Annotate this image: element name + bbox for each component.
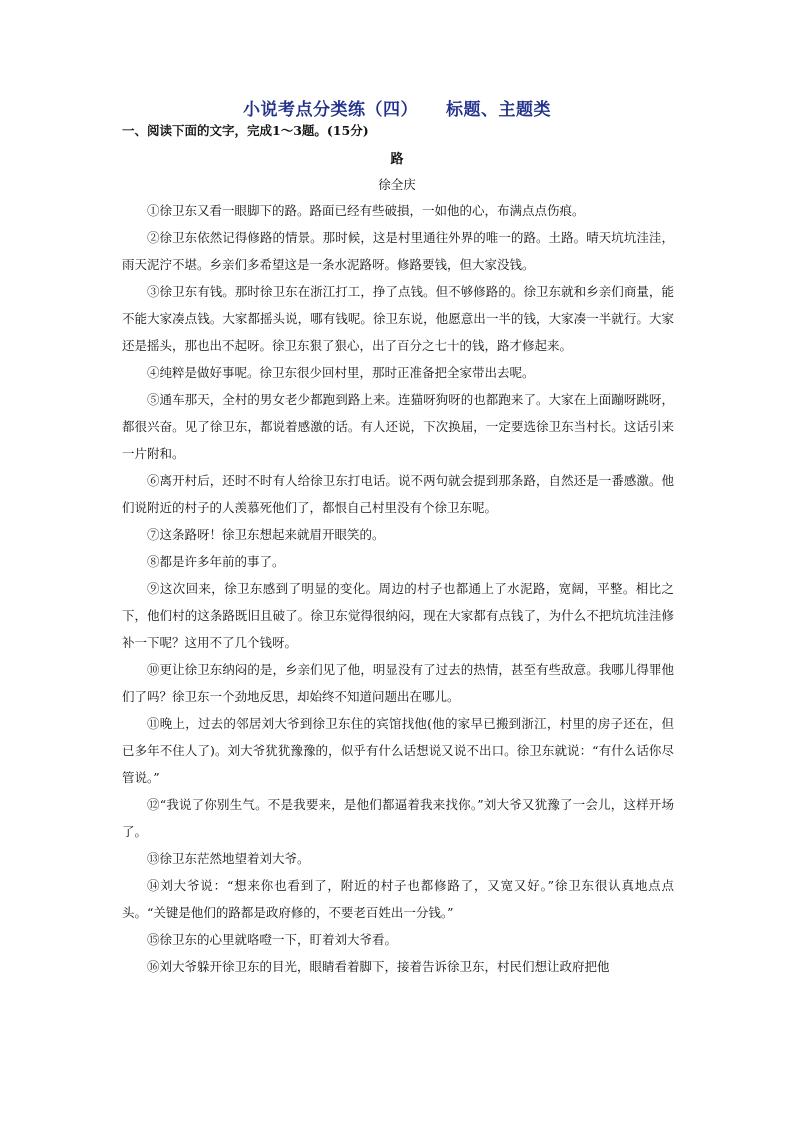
- document-title-sub: 标题、主题类: [446, 100, 551, 120]
- paragraph-2: ②徐卫东依然记得修路的情景。那时候，这是村里通往外界的唯一的路。土路。晴天坑坑洼洼，雨天泥泞不堪。乡亲们多希望这是一条水泥路呀。修路要钱，但大家没钱。: [122, 230, 674, 272]
- paragraph-11: ⑪晚上，过去的邻居刘大爷到徐卫东住的宾馆找他(他的家早已搬到浙江，村里的房子还在，但已多年不住人了)。刘大爷犹犹豫豫的，似乎有什么话想说又说不出口。徐卫东就说：“有什么话你尽管说。”: [122, 716, 674, 785]
- paragraph-9: ⑨这次回来，徐卫东感到了明显的变化。周边的村子也都通上了水泥路，宽阔，平整。相比之下，他们村的这条路既旧且破了。徐卫东觉得很纳闷，现在大家都有点钱了，为什么不把坑坑洼洼修补一下呢？这用不了几个钱呀。: [122, 581, 674, 650]
- paragraph-10: ⑩更让徐卫东纳闷的是，乡亲们见了他，明显没有了过去的热情，甚至有些敌意。我哪儿得罪他们了吗？徐卫东一个劲地反思，却始终不知道问题出在哪儿。: [122, 662, 674, 704]
- paragraph-7: ⑦这条路呀！徐卫东想起来就眉开眼笑的。: [147, 527, 385, 542]
- paragraph-16: ⑯刘大爷躲开徐卫东的目光，眼睛看着脚下，接着告诉徐卫东，村民们想让政府把他: [147, 959, 610, 974]
- paragraph-5: ⑤通车那天，全村的男女老少都跑到路上来。连猫呀狗呀的也都跑来了。大家在上面蹦呀跳呀，都很兴奋。见了徐卫东，都说着感激的话。有人还说，下次换届，一定要选徐卫东当村长。这话引来一片附和。: [122, 392, 674, 461]
- paragraph-13: ⑬徐卫东茫然地望着刘大爷。: [147, 851, 310, 866]
- paragraph-15: ⑮徐卫东的心里就咯噔一下，盯着刘大爷看。: [147, 932, 398, 947]
- story-author: 徐全庆: [378, 177, 416, 192]
- story-title: 路: [390, 152, 404, 167]
- paragraph-8: ⑧都是许多年前的事了。: [147, 554, 285, 569]
- paragraph-14: ⑭刘大爷说：“想来你也看到了，附近的村子也都修路了，又宽又好。”徐卫东很认真地点点头。“关键是他们的路都是政府修的，不要老百姓出一分钱。”: [122, 878, 674, 920]
- paragraph-12: ⑫“我说了你别生气。不是我要来，是他们都逼着我来找你。”刘大爷又犹豫了一会儿，这样开场了。: [122, 797, 674, 839]
- document-title-main: 小说考点分类练（四）: [243, 100, 418, 120]
- paragraph-4: ④纯粹是做好事呢。徐卫东很少回村里，那时正准备把全家带出去呢。: [147, 365, 535, 380]
- document-title: [0, 95, 794, 120]
- section-heading: 一、阅读下面的文字，完成1～3题。(15分): [122, 123, 369, 138]
- paragraph-3: ③徐卫东有钱。那时徐卫东在浙江打工，挣了点钱。但不够修路的。徐卫东就和乡亲们商量，能不能大家凑点钱。大家都摇头说，哪有钱呢。徐卫东说，他愿意出一半的钱，大家凑一半就行。大家还是摇头，那也出不起呀。徐卫东狠了狠心，出了百分之七十的钱，路才修起来。: [122, 284, 674, 353]
- paragraph-6: ⑥离开村后，还时不时有人给徐卫东打电话。说不两句就会提到那条路，自然还是一番感激。他们说附近的村子的人羡慕死他们了，都恨自己村里没有个徐卫东呢。: [122, 473, 674, 515]
- story-body: [122, 197, 674, 980]
- paragraph-1: ①徐卫东又看一眼脚下的路。路面已经有些破損，一如他的心，布满点点伤痕。: [147, 203, 585, 218]
